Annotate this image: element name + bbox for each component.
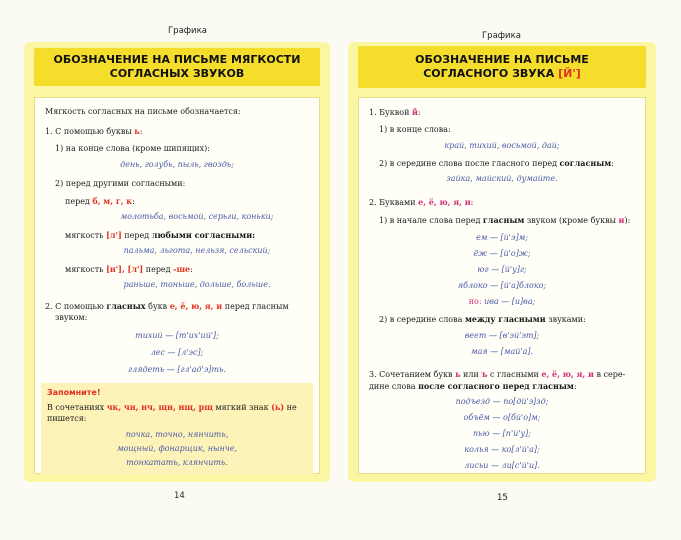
- left-page-title: ОБОЗНАЧЕНИЕ НА ПИСЬМЕ МЯГКОСТИ СОГЛАСНЫХ ЗВУКОВ: [34, 48, 320, 86]
- page-number-left: 14: [174, 491, 185, 501]
- example-soft-n-l: раньше, тоньше, дольше, больше.: [123, 280, 271, 289]
- example-pyu: пью — [п'й'у];: [473, 429, 531, 438]
- left-page: [24, 42, 330, 482]
- note-rule-cont: пишется:: [47, 414, 87, 423]
- page-number-right: 15: [497, 493, 508, 503]
- rule-start-of-word: 1) в начале слова перед гласным звуком (кроме буквы и):: [379, 215, 631, 225]
- right-page: [348, 42, 656, 482]
- example-before-letters: молотьба, восьмой, серьги, коньки;: [120, 212, 274, 221]
- running-head-right: Графика: [482, 31, 521, 41]
- running-head-left: Графика: [168, 26, 207, 36]
- example-yozh: ёж — [й'о]ж;: [473, 249, 531, 258]
- example-glyadet: глядеть — [гл'ад'э]ть.: [128, 365, 226, 374]
- example-yabloko: яблоко — [й'а]блоко;: [457, 281, 547, 290]
- note-example-2: мощный, фонарщик, нынче,: [116, 444, 238, 453]
- example-kolya: колья — ко[л'й'а];: [464, 445, 540, 454]
- example-tikhiy: тихий — [т'их'ий'];: [135, 331, 219, 340]
- right-page-title: ОБОЗНАЧЕНИЕ НА ПИСЬМЕ СОГЛАСНОГО ЗВУКА [Й']: [358, 46, 646, 88]
- section-3-heading-cont: дине слова после согласного перед гласным:: [369, 381, 577, 391]
- rule-soft-l: мягкость [л'] перед любыми согласными:: [65, 230, 256, 240]
- example-iva: но: ива — [и]ва;: [468, 297, 536, 306]
- section-3-heading: 3. Сочетанием букв ь или ъ с гласными е, ё, ю, я, и в сере-: [369, 369, 626, 379]
- rule-end-of-word-right: 1) в конце слова:: [379, 125, 451, 134]
- section-2-heading: 2. С помощью гласных букв е, ё, ю, я, и перед гласным: [45, 301, 289, 311]
- rule-before-consonants: 2) перед другими согласными:: [55, 179, 186, 188]
- rule-between-vowels: 2) в середине слова между гласными звуками:: [379, 314, 586, 324]
- section-2-heading-cont: звуком:: [55, 313, 88, 322]
- section-2-heading-right: 2. Буквами е, ё, ю, я, и:: [369, 197, 474, 207]
- example-podezd: подъезд — по[дй'э]зд;: [455, 397, 549, 406]
- rule-soft-n-l: мягкость [н'], [л'] перед -ше:: [65, 264, 193, 274]
- example-end-of-word-right: край, тихий, восьмой, дай;: [444, 141, 560, 150]
- example-end-of-word: день, голубь, пыль, гвоздь;: [120, 160, 234, 169]
- example-lisyi: лисьи — ли[с'й'и].: [464, 461, 540, 470]
- note-example-3: тонкатать, клянчить.: [126, 458, 228, 467]
- example-veet: веет — [в'эй'эт];: [464, 331, 540, 340]
- example-maya: мая — [май'а].: [470, 347, 534, 356]
- section-1-heading: 1. С помощью буквы ь:: [45, 126, 143, 136]
- example-soft-l: пальма, льгота, нельзя, сельский;: [123, 246, 271, 255]
- right-content: [358, 97, 646, 474]
- example-middle-before-consonant: зайка, майский, думайте.: [446, 174, 558, 183]
- section-1-heading-right: 1. Буквой й:: [369, 107, 421, 117]
- note-title: Запомните!: [47, 388, 101, 397]
- rule-before-letters: перед б, м, г, к:: [65, 196, 135, 206]
- rule-middle-before-consonant: 2) в середине слова после гласного перед согласным:: [379, 158, 614, 168]
- example-obyom: объём — о[бй'о]м;: [463, 413, 541, 422]
- note-example-1: почка, точно, нянчить,: [125, 430, 229, 439]
- remember-note: [41, 383, 313, 475]
- intro-text: Мягкость согласных на письме обозначается:: [45, 107, 241, 116]
- note-rule: В сочетаниях чк, чн, нч, щн, нщ, рщ мягкий знак (ь) не: [47, 402, 297, 412]
- example-les: лес — [л'эс];: [150, 348, 204, 357]
- example-em: ем — [й'э]м;: [476, 233, 528, 242]
- example-yug: юг — [й'у]г;: [477, 265, 527, 274]
- left-content: [34, 97, 320, 474]
- rule-end-of-word: 1) на конце слова (кроме шипящих):: [55, 144, 210, 153]
